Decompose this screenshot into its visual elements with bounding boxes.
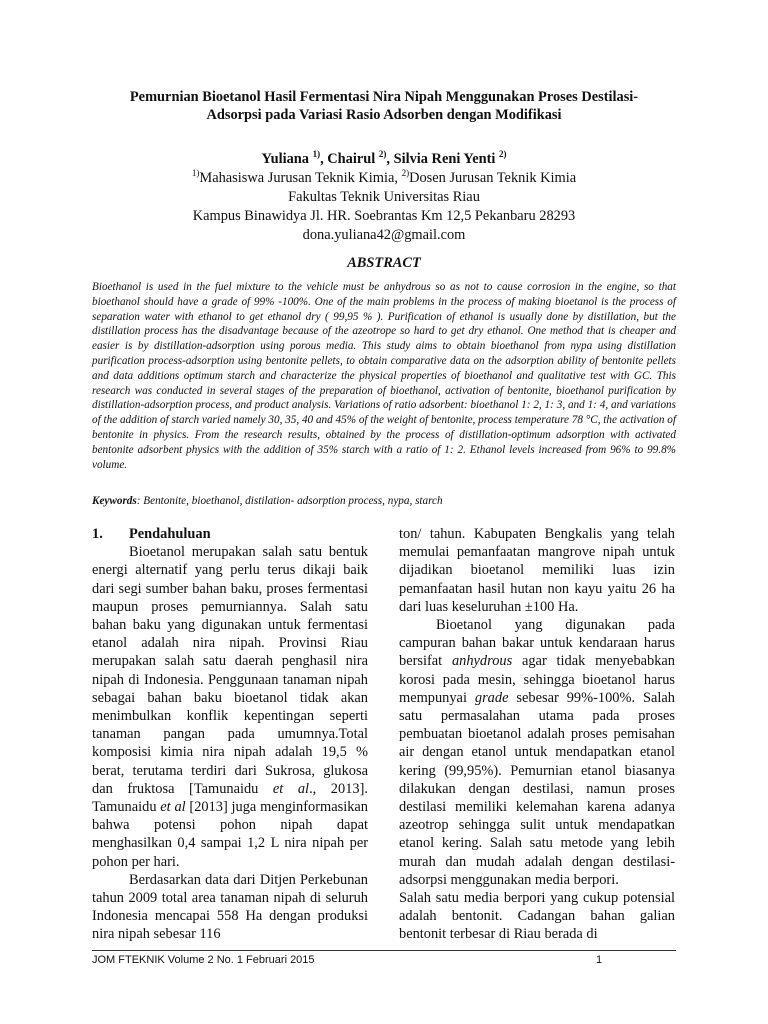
paragraph-anhydrous [399, 616, 675, 889]
paragraph-anhydrous-part-1: Bioetanol yang digunakan pada campuran bahan bakar untuk kendaraan harus bersifat [399, 617, 675, 670]
address: Kampus Binawidya Jl. HR. Soebrantas Km 12,5 Pekanbaru 28293 [192, 208, 576, 224]
affiliation-1: Mahasiswa Jurusan Teknik Kimia, [199, 170, 398, 186]
affiliation-2-mark: 2) [401, 168, 410, 179]
section-title: Pendahuluan [129, 526, 211, 542]
term-anhydrous: anhydrous [451, 653, 513, 670]
section-number: 1. [92, 526, 103, 542]
footer-rule [92, 950, 676, 951]
author-2-affiliation-mark: 2) [378, 149, 387, 160]
left-column [92, 525, 368, 944]
email: dona.yuliana42@gmail.com [302, 227, 466, 243]
affiliation-2: Dosen Jurusan Teknik Kimia [409, 170, 577, 186]
keywords [92, 494, 676, 509]
paper-title [92, 88, 676, 124]
abstract-text: Bioethanol is used in the fuel mixture to the vehicle must be anhydrous so as not to cause corrosion in the engine, so that bioethanol should have a grade of 99% -100%. One of the main problems in the process of making bioetanol is the process of separation water with ethanol to get ethanol dry ( 99,95 % ). Purification of ethanol is usually done by distillation, but the distillation process has the disadvantage because of the azeotrope so hard to get dry ethanol. One method that is cheaper and easier is by distillation-adsorption using porous media. This study aims to obtain bioethanol from nypa using distillation purification process-adsorption using bentonite pellets, to obtain comparative data on the adsorption ability of bentonite pellets and data additions optimum starch and characterize the physical properties of bioethanol and qualitative test with GC. This research was conducted in several stages of the preparation of bioethanol, activation of bentonite, bioethanol purification by distillation-adsorption process, and product analysis. Variations of ratio adsorbent: bioethanol 1: 2, 1: 3, and 1: 4, and variations of the addition of starch varied namely 30, 35, 40 and 45% of the weight of bentonite, process temperature 78 °C, the activation of bentonite in physics. From the research results, obtained by the process of distillation-optimum adsorption with activated bentonite adsorbent physics with the addition of 35% starch with a ratio of 1: 2. Ethanol levels increased from 96% to 99.8% volume. [92, 281, 676, 471]
author-2: , Chairul [320, 151, 376, 167]
title-line-2: Adsorpsi pada Variasi Rasio Adsorben dengan Modifikasi [206, 107, 562, 123]
author-3-affiliation-mark: 2) [499, 149, 507, 160]
right-column [399, 525, 675, 944]
term-grade: grade [474, 689, 509, 706]
author-names [92, 150, 676, 169]
author-block [92, 150, 676, 245]
paragraph-bentonite: Salah satu media berpori yang cukup potensial adalah bentonit. Cadangan bahan galian bentonit terbesar di Riau berada di [399, 890, 675, 943]
affiliations [92, 169, 676, 188]
keywords-text: : Bentonite, bioethanol, distilation- adsorption process, nypa, starch [136, 495, 443, 507]
citation-et-al: et al [160, 799, 186, 816]
affiliation-1-mark: 1) [191, 168, 200, 179]
author-1-affiliation-mark: 1) [312, 149, 321, 160]
author-1: Yuliana [261, 151, 309, 167]
faculty: Fakultas Teknik Universitas Riau [288, 189, 480, 205]
citation-et-al: et al [272, 780, 310, 797]
title-line-1: Pemurnian Bioetanol Hasil Fermentasi Nira Nipah Menggunakan Proses Destilasi- [129, 89, 639, 105]
section-heading [92, 525, 368, 543]
paragraph-intro-part-3: [2013] juga menginformasikan bahwa potensi pohon nipah dapat menghasilkan 0,4 sampai 1,2 L nira nipah per pohon per hari. [92, 799, 368, 870]
paragraph-anhydrous-part-3: sebesar 99%-100%. Salah satu permasalahan utama pada proses pembuatan bioetanol adalah proses pemisahan air dengan etanol untuk mendapatkan etanol kering (99,95%). Pemurnian etanol biasanya dilakukan dengan destilasi, namun proses destilasi memiliki kelemahan karena adanya azeotrop sehingga sulit untuk mendapatkan etanol kering. Salah satu metode yang lebih murah dan mudah adalah dengan destilasi-adsorpsi menggunakan media berpori. [399, 689, 675, 888]
abstract-heading: ABSTRACT [347, 255, 421, 271]
author-3: , Silvia Reni Yenti [386, 151, 496, 167]
paragraph-intro-part-1: Bioetanol merupakan salah satu bentuk energi alternatif yang perlu terus dikaji baik dari segi sumber bahan baku, proses fermentasi maupun proses pemurniannya. Salah satu bahan baku yang digunakan untuk fermentasi etanol adalah nira nipah. Provinsi Riau merupakan salah satu daerah penghasil nira nipah di Indonesia. Penggunaan tanaman nipah sebagai bahan baku bioetanol tidak akan menimbulkan konflik kepentingan seperti tanaman pangan pada umumnya.Total komposisi kimia nira nipah adalah 19,5 % berat, terutama terdiri dari Sukrosa, glukosa dan fruktosa [Tamunaidu [92, 544, 368, 797]
paragraph-continued: ton/ tahun. Kabupaten Bengkalis yang telah memulai pemanfaatan mangrove nipah untuk dijadikan bioetanol memiliki luas izin pemanfaatan hasil hutan non kayu yaitu 26 ha dari luas keseluruhan ±100 Ha. [399, 526, 675, 615]
paragraph-anhydrous-part-2: agar tidak menyebabkan korosi pada mesin, sehingga bioetanol harus mempunyai [399, 653, 676, 706]
paragraph-intro-part-2: ., 2013]. Tamunaidu [92, 780, 368, 816]
keywords-label: Keywords [92, 495, 137, 507]
paragraph-intro [92, 543, 368, 871]
page-number: 1 [596, 954, 603, 966]
paragraph-plantation-data: Berdasarkan data dari Ditjen Perkebunan tahun 2009 total area tanaman nipah di seluruh Indonesia mencapai 558 Ha dengan produksi nira nipah sebesar 116 [92, 871, 368, 943]
footer-journal: JOM FTEKNIK Volume 2 No. 1 Februari 2015 [92, 954, 315, 966]
